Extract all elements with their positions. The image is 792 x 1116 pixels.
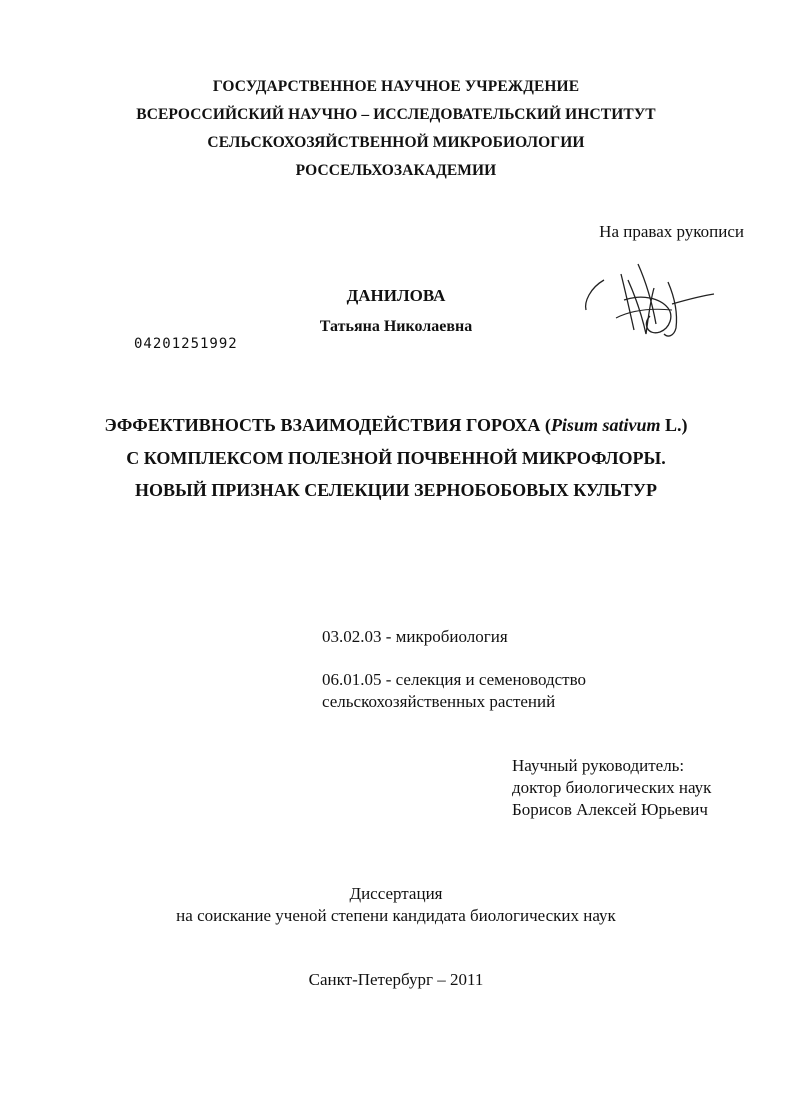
title-line-3: НОВЫЙ ПРИЗНАК СЕЛЕКЦИИ ЗЕРНОБОБОВЫХ КУЛЬТУР — [135, 480, 657, 500]
serial-number: 04201251992 — [134, 336, 238, 352]
institution-line-2: ВСЕРОССИЙСКИЙ НАУЧНО – ИССЛЕДОВАТЕЛЬСКИЙ ИНСТИТУТ — [136, 106, 656, 123]
specialty-2-line-1: 06.01.05 - селекция и семеноводство — [322, 670, 587, 689]
specialty-1: 03.02.03 - микробиология — [322, 627, 508, 646]
title-line-2: С КОМПЛЕКСОМ ПОЛЕЗНОЙ ПОЧВЕННОЙ МИКРОФЛОРЫ. — [126, 448, 666, 468]
institution-line-1: ГОСУДАРСТВЕННОЕ НАУЧНОЕ УЧРЕЖДЕНИЕ — [212, 78, 580, 95]
dissertation-label: Диссертация — [349, 884, 443, 903]
manuscript-note: На правах рукописи — [599, 222, 744, 241]
dissertation-degree: на соискание ученой степени кандидата биологических наук — [176, 906, 616, 925]
signature — [576, 258, 726, 342]
place-year: Санкт-Петербург – 2011 — [308, 970, 484, 989]
supervisor-label: Научный руководитель: — [512, 756, 685, 775]
title-line-1: ЭФФЕКТИВНОСТЬ ВЗАИМОДЕЙСТВИЯ ГОРОХА (Pisum sativum L.) — [104, 415, 688, 435]
author-surname: ДАНИЛОВА — [346, 286, 446, 305]
supervisor-name: Борисов Алексей Юрьевич — [512, 800, 708, 819]
institution-line-4: РОССЕЛЬХОЗАКАДЕМИИ — [295, 162, 497, 179]
supervisor-degree: доктор биологических наук — [512, 778, 712, 797]
specialty-2-line-2: сельскохозяйственных растений — [322, 692, 556, 711]
author-name: Татьяна Николаевна — [319, 318, 473, 335]
institution-line-3: СЕЛЬСКОХОЗЯЙСТВЕННОЙ МИКРОБИОЛОГИИ — [207, 134, 585, 151]
